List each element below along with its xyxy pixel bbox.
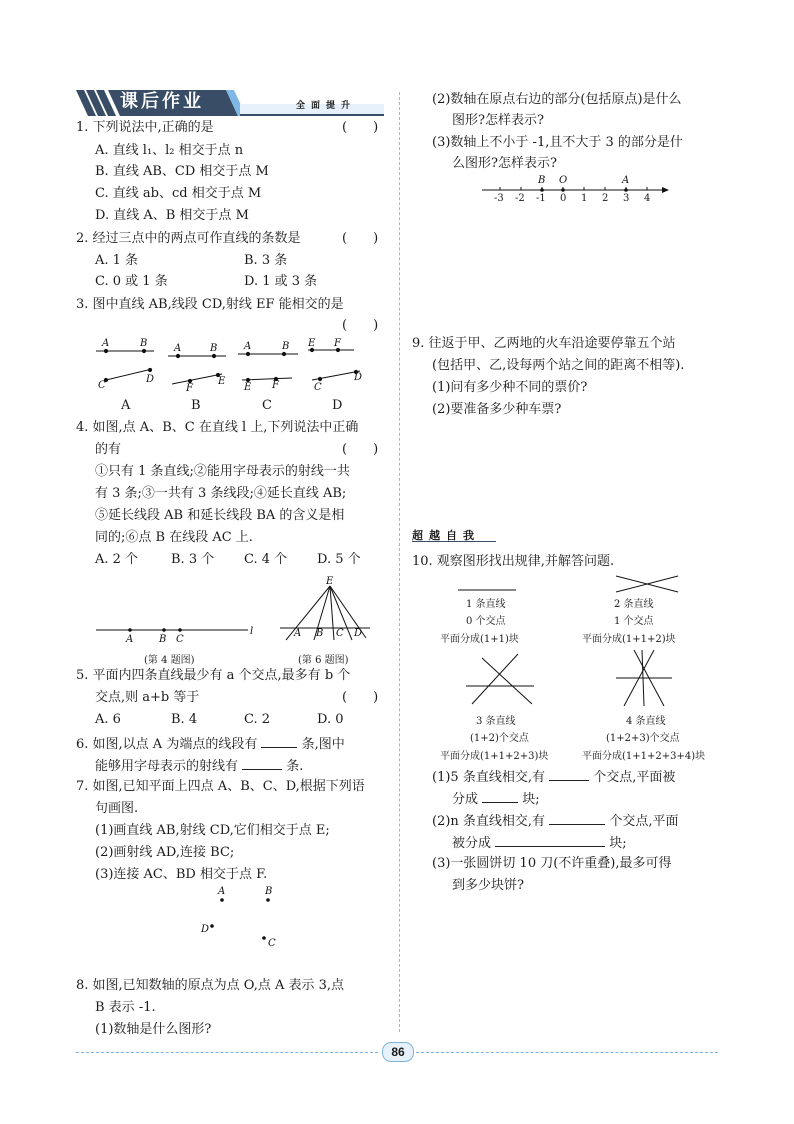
- q10-sub-2-line1: [432, 812, 678, 830]
- q7-stem-line1: 7. 如图,已知平面上四点 A、B、C、D,根据下列语: [76, 779, 365, 794]
- q6-line2: [95, 757, 303, 775]
- q10-s1-text-a: (1)5 条直线相交,有: [432, 770, 545, 785]
- q6-blank-1[interactable]: [261, 735, 297, 748]
- q4-stem-line4: 有 3 条;③一共有 3 条线段;④延长直线 AB;: [95, 486, 347, 501]
- q7-stem-line2: 句画图.: [95, 801, 139, 816]
- banner-title: 课后作业: [120, 91, 204, 112]
- svg-text:l: l: [250, 626, 254, 637]
- q2-option-b: B. 3 条: [244, 253, 288, 268]
- q10-sub-1-line1: [432, 768, 675, 786]
- q6-text-2a: 能够用字母表示的射线有: [95, 759, 239, 774]
- svg-text:C: C: [314, 382, 322, 393]
- q4-stem-line6: 同的;⑥点 B 在线段 AC 上.: [95, 530, 253, 545]
- q1-option-a: A. 直线 l₁、l₂ 相交于点 n: [95, 143, 244, 158]
- q10-s2-blank-1[interactable]: [549, 812, 605, 825]
- q10-sub-2-line2: [452, 834, 627, 852]
- svg-text:A: A: [218, 886, 226, 897]
- q10-sub-3-line2: 到多少块饼?: [452, 878, 524, 893]
- q6-blank-2[interactable]: [242, 757, 282, 770]
- section-title-underline: [412, 541, 496, 542]
- q3-answer-paren: ( ): [342, 318, 379, 333]
- q10-fig4-lines: 4 条直线: [626, 716, 666, 727]
- q7-step-1: (1)画直线 AB,射线 CD,它们相交于点 E;: [95, 823, 330, 838]
- q8-stem-line2: B 表示 -1.: [95, 1000, 156, 1015]
- svg-text:D: D: [354, 628, 363, 639]
- q3-choice-a: A: [121, 398, 131, 413]
- q4-option-c: C. 4 个: [244, 552, 288, 567]
- svg-text:B: B: [140, 338, 148, 349]
- svg-text:F: F: [334, 338, 341, 349]
- q4-stem-line1: 4. 如图,点 A、B、C 在直线 l 上,下列说法中正确: [76, 420, 359, 435]
- q4-figure-line: [96, 618, 262, 648]
- q10-figure-4: [614, 648, 674, 708]
- q10-s1-text-d: 块;: [522, 792, 540, 807]
- q6-text-1a: 6. 如图,以点 A 为端点的线段有: [76, 737, 258, 752]
- q5-option-d: D. 0: [317, 712, 344, 727]
- q3-figures: [92, 336, 372, 392]
- q10-fig3-lines: 3 条直线: [476, 716, 516, 727]
- svg-text:A: A: [294, 628, 302, 639]
- q4-option-a: A. 2 个: [95, 552, 139, 567]
- q8-sub-2-line2: 图形?怎样表示?: [452, 113, 544, 128]
- q10-s1-text-b: 个交点,平面被: [593, 770, 676, 785]
- q3-choice-c: C: [262, 398, 272, 413]
- q1-stem: 1. 下列说法中,正确的是: [76, 120, 214, 135]
- q10-sub-3-line1: (3)一张圆饼切 10 刀(不许重叠),最多可得: [432, 856, 672, 871]
- q10-s1-blank-2[interactable]: [482, 790, 518, 803]
- q2-option-c: C. 0 或 1 条: [95, 274, 168, 289]
- q4-option-d: D. 5 个: [317, 552, 361, 567]
- q6-figure-caption: (第 6 题图): [298, 655, 349, 666]
- q1-option-d: D. 直线 A、B 相交于点 M: [95, 208, 249, 223]
- banner-subtitle: 全面提升: [296, 101, 357, 111]
- svg-text:D: D: [201, 924, 210, 935]
- q10-fig1-parts: 平面分成(1+1)块: [440, 634, 519, 645]
- q8-tick-label: -2: [515, 193, 525, 204]
- svg-text:A: A: [126, 634, 134, 645]
- q8-sub-2-line1: (2)数轴在原点右边的部分(包括原点)是什么: [432, 92, 682, 107]
- q8-tick-label: 1: [581, 193, 588, 204]
- q2-stem: 2. 经过三点中的两点可作直线的条数是: [76, 231, 301, 246]
- q8-sub-3-line2: 么图形?怎样表示?: [452, 156, 557, 171]
- q10-s2-text-b: 个交点,平面: [609, 814, 679, 829]
- svg-text:A: A: [244, 341, 252, 352]
- q8-sub-1: (1)数轴是什么图形?: [95, 1022, 212, 1037]
- svg-text:E: E: [308, 338, 316, 349]
- q5-stem-line1: 5. 平面内四条直线最少有 a 个交点,最多有 b 个: [76, 668, 351, 683]
- q10-s2-text-c: 被分成: [452, 836, 492, 851]
- q5-option-c: C. 2: [244, 712, 271, 727]
- svg-text:O: O: [559, 175, 568, 186]
- q9-sub-1: (1)问有多少种不同的票价?: [432, 380, 588, 395]
- q10-fig4-points: (1+2+3)个交点: [606, 733, 680, 744]
- svg-text:A: A: [102, 338, 110, 349]
- q8-tick-label: 4: [644, 193, 651, 204]
- q7-four-points: [198, 886, 288, 952]
- q5-option-a: A. 6: [95, 712, 121, 727]
- q4-stem-line2: 的有: [95, 442, 122, 457]
- q8-sub-3-line1: (3)数轴上不小于 -1,且不大于 3 的部分是什: [432, 135, 683, 150]
- q3-choice-d: D: [332, 398, 343, 413]
- svg-text:B: B: [538, 175, 546, 186]
- q4-option-b: B. 3 个: [171, 552, 215, 567]
- svg-text:B: B: [316, 628, 324, 639]
- q9-stem-line1: 9. 往返于甲、乙两地的火车沿途要停靠五个站: [412, 336, 676, 351]
- q2-option-d: D. 1 或 3 条: [244, 274, 318, 289]
- svg-text:B: B: [282, 341, 290, 352]
- svg-text:A: A: [622, 175, 630, 186]
- q6-figure: [280, 576, 370, 642]
- svg-text:F: F: [186, 383, 193, 394]
- q6-text-2b: 条.: [286, 759, 304, 774]
- q8-tick-label: -3: [494, 193, 504, 204]
- q5-answer-paren: ( ): [342, 690, 379, 705]
- q5-stem-line2: 交点,则 a+b 等于: [95, 690, 200, 705]
- q10-fig1-lines: 1 条直线: [466, 599, 506, 610]
- svg-text:E: E: [244, 382, 252, 393]
- q10-s1-blank-1[interactable]: [549, 768, 589, 781]
- svg-text:B: B: [159, 634, 167, 645]
- q10-fig3-parts: 平面分成(1+1+2+3)块: [440, 751, 549, 762]
- q3-stem: 3. 图中直线 AB,线段 CD,射线 EF 能相交的是: [76, 297, 344, 312]
- q5-option-b: B. 4: [171, 712, 198, 727]
- q9-sub-2: (2)要准备多少种车票?: [432, 402, 562, 417]
- q7-step-3: (3)连接 AC、BD 相交于点 F.: [95, 867, 268, 882]
- q8-tick-label: 0: [560, 193, 567, 204]
- svg-text:F: F: [272, 380, 279, 391]
- q1-answer-paren: ( ): [342, 120, 379, 135]
- svg-text:E: E: [218, 376, 226, 387]
- q1-option-b: B. 直线 AB、CD 相交于点 M: [95, 164, 269, 179]
- q8-tick-label: 2: [602, 193, 609, 204]
- q6-line1: [76, 735, 345, 753]
- section-title-challenge: 超越自我: [412, 529, 480, 542]
- svg-text:B: B: [265, 886, 273, 897]
- q10-sub-1-line2: [452, 790, 540, 808]
- svg-text:C: C: [268, 938, 276, 949]
- footer-rule-left: [76, 1052, 378, 1053]
- q10-fig2-lines: 2 条直线: [614, 599, 654, 610]
- svg-text:C: C: [98, 380, 106, 391]
- q10-s1-text-c: 分成: [452, 792, 479, 807]
- q7-step-2: (2)画射线 AD,连接 BC;: [95, 845, 235, 860]
- q8-stem-line1: 8. 如图,已知数轴的原点为点 O,点 A 表示 3,点: [76, 978, 345, 993]
- svg-text:D: D: [354, 372, 363, 383]
- q10-s2-text-a: (2)n 条直线相交,有: [432, 814, 546, 829]
- q10-fig2-parts: 平面分成(1+1+2)块: [582, 634, 676, 645]
- footer-rule-right: [416, 1052, 718, 1053]
- svg-text:E: E: [326, 576, 334, 587]
- q8-tick-label: -1: [536, 193, 546, 204]
- q4-stem-line3: ①只有 1 条直线;②能用字母表示的射线一共: [95, 464, 350, 479]
- q6-text-1b: 条,图中: [301, 737, 345, 752]
- q10-figure-3: [462, 650, 538, 706]
- q4-stem-line5: ⑤延长线段 AB 和延长线段 BA 的含义是相: [95, 508, 345, 523]
- column-divider: [399, 92, 400, 1032]
- q4-answer-paren: ( ): [342, 442, 379, 457]
- svg-text:C: C: [336, 628, 344, 639]
- q8-tick-labels: [482, 193, 672, 207]
- q10-fig1-points: 0 个交点: [466, 616, 506, 627]
- q10-fig4-parts: 平面分成(1+1+2+3+4)块: [582, 751, 706, 762]
- svg-text:C: C: [176, 634, 184, 645]
- svg-text:A: A: [174, 343, 182, 354]
- q10-fig2-points: 1 个交点: [614, 616, 654, 627]
- q3-choice-b: B: [191, 398, 201, 413]
- q10-stem: 10. 观察图形找出规律,并解答问题.: [412, 554, 615, 569]
- q10-s2-text-d: 块;: [609, 836, 627, 851]
- q1-option-c: C. 直线 ab、cd 相交于点 M: [95, 186, 262, 201]
- svg-text:B: B: [210, 343, 218, 354]
- q9-stem-line2: (包括甲、乙,设每两个站之间的距离不相等).: [432, 358, 685, 373]
- q2-option-a: A. 1 条: [95, 253, 139, 268]
- q2-answer-paren: ( ): [342, 231, 379, 246]
- svg-text:D: D: [146, 374, 155, 385]
- q4-figure-caption: (第 4 题图): [144, 655, 195, 666]
- q10-fig3-points: (1+2)个交点: [470, 733, 529, 744]
- q8-tick-label: 3: [623, 193, 630, 204]
- page-number: 86: [382, 1042, 414, 1062]
- q10-s2-blank-2[interactable]: [495, 834, 605, 847]
